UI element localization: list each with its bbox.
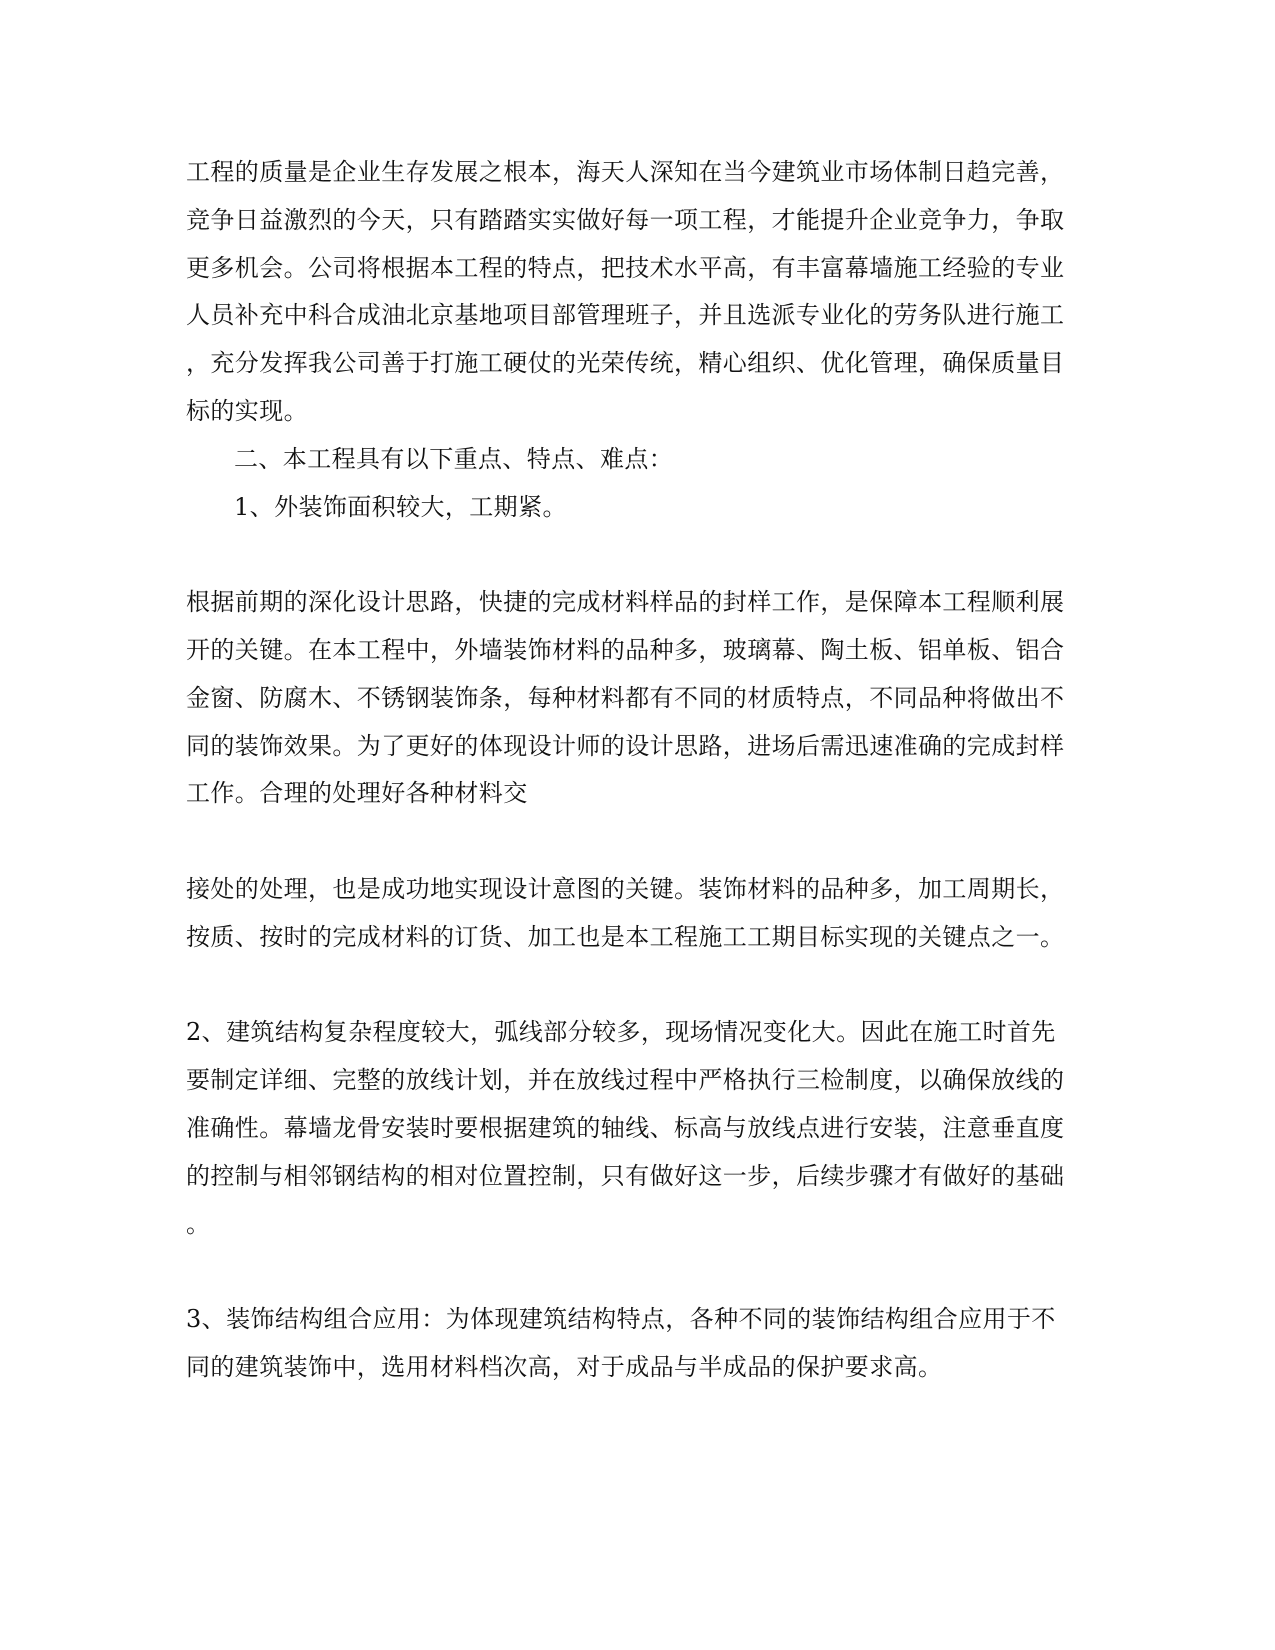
text-line: 标的实现。 xyxy=(186,397,308,425)
text-line: 同的装饰效果。为了更好的体现设计师的设计思路，进场后需迅速准确的完成封样 xyxy=(186,732,1065,760)
text-line: 金窗、防腐木、不锈钢装饰条，每种材料都有不同的材质特点，不同品种将做出不 xyxy=(186,684,1065,712)
text-line: 按质、按时的完成材料的订货、加工也是本工程施工工期目标实现的关键点之一。 xyxy=(186,923,1065,951)
text-line: 的控制与相邻钢结构的相对位置控制，只有做好这一步，后续步骤才有做好的基础 xyxy=(186,1162,1065,1190)
text-line: 工作。合理的处理好各种材料交 xyxy=(186,779,528,807)
text-line: 。 xyxy=(186,1210,211,1238)
section-heading: 二、本工程具有以下重点、特点、难点： xyxy=(234,445,674,473)
text-line: 3、装饰结构组合应用：为体现建筑结构特点，各种不同的装饰结构组合应用于不 xyxy=(186,1305,1056,1333)
text-line: 准确性。幕墙龙骨安装时要根据建筑的轴线、标高与放线点进行安装，注意垂直度 xyxy=(186,1114,1065,1142)
text-line: 更多机会。公司将根据本工程的特点，把技术水平高，有丰富幕墙施工经验的专业 xyxy=(186,254,1065,282)
text-line: 接处的处理，也是成功地实现设计意图的关键。装饰材料的品种多，加工周期长， xyxy=(186,875,1065,903)
text-line: 开的关键。在本工程中，外墙装饰材料的品种多，玻璃幕、陶土板、铝单板、铝合 xyxy=(186,636,1065,664)
text-line: ，充分发挥我公司善于打施工硬仗的光荣传统，精心组织、优化管理，确保质量目 xyxy=(186,349,1065,377)
text-line: 要制定详细、完整的放线计划，并在放线过程中严格执行三检制度，以确保放线的 xyxy=(186,1066,1065,1094)
text-line: 工程的质量是企业生存发展之根本，海天人深知在当今建筑业市场体制日趋完善， xyxy=(186,158,1065,186)
text-line: 人员补充中科合成油北京基地项目部管理班子，并且选派专业化的劳务队进行施工 xyxy=(186,301,1065,329)
text-line: 竞争日益激烈的今天，只有踏踏实实做好每一项工程，才能提升企业竞争力，争取 xyxy=(186,206,1065,234)
text-line: 同的建筑装饰中，选用材料档次高，对于成品与半成品的保护要求高。 xyxy=(186,1353,943,1381)
item-title: 1、外装饰面积较大，工期紧。 xyxy=(234,493,567,521)
text-line: 根据前期的深化设计思路，快捷的完成材料样品的封样工作，是保障本工程顺利展 xyxy=(186,588,1065,616)
text-line: 2、建筑结构复杂程度较大，弧线部分较多，现场情况变化大。因此在施工时首先 xyxy=(186,1018,1056,1046)
